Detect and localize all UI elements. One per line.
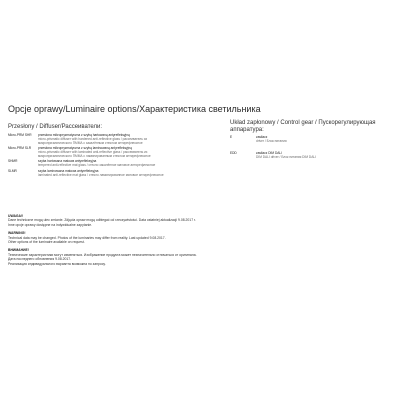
option-description [38, 133, 228, 145]
notes-section [8, 214, 388, 270]
option-description-pl: zasilacz [256, 135, 268, 139]
note-block-pl [8, 214, 388, 227]
option-code: Micro-PRM SHR [8, 133, 32, 137]
option-description-ru: микропризматического ПММА с закалённым стеклом антирефлексное [38, 141, 143, 146]
option-description-pl: zasilacz DIM DALI [256, 151, 283, 155]
note-line: Other options of the luminaire available on request. [8, 240, 85, 245]
option-description-en: micro-prismatic diffuser with laminated anti-reflective glass / рассеиватель из [38, 150, 148, 155]
note-block-en [8, 231, 388, 244]
option-description-pl: szyba hartowana matowa antyrefleksyjna [38, 159, 97, 163]
note-line: Дата последнего обновления 9.08.2017. [8, 257, 72, 262]
option-description-pl: szyba laminowana matowa antyrefleksyjna [38, 169, 99, 173]
note-heading: ВНИМАНИЕ! [8, 248, 29, 253]
option-description-en: driver / Блок питания [256, 139, 287, 144]
option-code: SLMR [8, 169, 17, 173]
option-description [38, 169, 228, 177]
option-description-ru: микропризматического ПММА с ламинированным стеклом антирефлексное [38, 154, 151, 159]
control-gear-section-heading: Układ zapłonowy / Control gear / Пускорегулирующая аппаратура: [230, 120, 376, 133]
note-line: Dane techniczne mogą ulec zmianie. Zdjęcia opraw mogą odbiegać od rzeczywistości. Data ostatniej aktualizacji 9.08.2017 r. [8, 218, 196, 223]
option-description [256, 151, 396, 159]
option-code: E [230, 135, 233, 139]
option-description-en: micro-prismatic diffuser with hardened anti-reflective glass / рассеиватель из [38, 137, 148, 142]
diffuser-section-heading: Przesłony / Diffuser/Рассеиватели: [8, 124, 103, 130]
note-heading: WARNING! [8, 231, 26, 236]
option-description-pl: przesłona mikropryzmatyczna z szybą laminowaną antyrefleksyjną [38, 146, 132, 150]
option-code: SHMR [8, 159, 18, 163]
note-line: Inne opcje oprawy dostępne na indywidualne zapytanie. [8, 222, 93, 227]
note-line: Technical data may be changed. Photos of the luminaries may differ from reality. Last updated 9.08.2017. [8, 235, 166, 240]
note-heading: UWAGA!! [8, 214, 24, 218]
option-code: Micro-PRM SLR [8, 146, 32, 150]
option-description [38, 146, 228, 158]
option-description [38, 159, 228, 167]
option-description-en: DIM DALI driver / Блок питания DIM DALI [256, 155, 317, 160]
page-title: Opcje oprawy/Luminaire options/Характеристика светильника [8, 104, 261, 114]
option-description-pl: przesłona mikropryzmatyczna z szybą hartowaną antyrefleksyjną [38, 133, 130, 137]
note-line: Технические характеристики могут изменяться. Изображение продукта может незначительно отличаться от оригинала. [8, 252, 197, 257]
option-description [256, 135, 396, 143]
option-description-en: tempered anti-reflective mat glass / стекло закалённое матовое антирефлексное [38, 163, 156, 168]
option-description-en: laminated anti-reflective mat glass / стекло ламинированное матовое антирефлексное [38, 173, 164, 178]
option-code: EDD [230, 151, 237, 155]
note-block-ru [8, 248, 388, 266]
note-line: Реализация индивидуального варианта возможна по запросу. [8, 261, 106, 266]
